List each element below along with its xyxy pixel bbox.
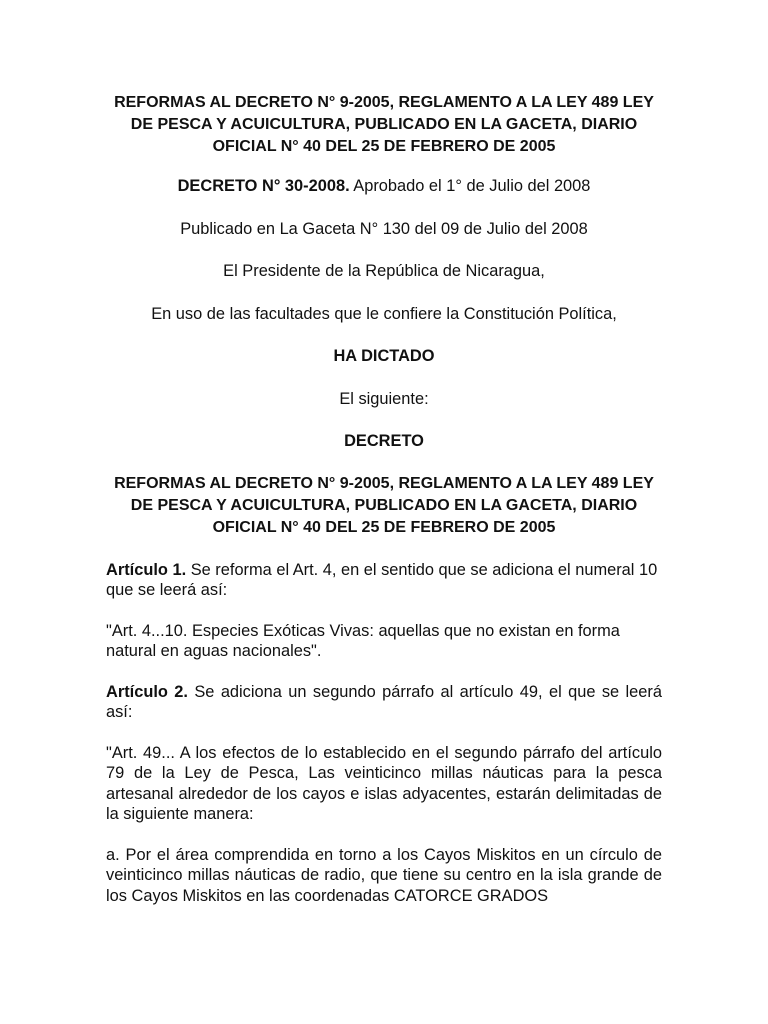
article-2-quote: "Art. 49... A los efectos de lo establecido en el segundo párrafo del artículo 79 de la Ley de Pesca, Las veinticinco millas náuticas para la pesca artesanal alrededor de los cayos e islas adyacentes, estarán delimitadas de la siguiente manera: (106, 743, 662, 823)
document-title: REFORMAS AL DECRETO N° 9-2005, REGLAMENTO A LA LEY 489 LEY DE PESCA Y ACUICULTURA, PUBLICADO EN LA GACETA, DIARIO OFICIAL N° 40 DEL 25 DE FEBRERO DE 2005 (114, 94, 654, 155)
document-body (106, 92, 662, 906)
article-2 (106, 682, 662, 723)
decree-number: DECRETO N° 30-2008. (177, 177, 350, 195)
article-2-text: Se adiciona un segundo párrafo al artículo 49, el que se leerá así: (106, 682, 662, 721)
item-a: a. Por el área comprendida en torno a los Cayos Miskitos en un círculo de veinticinco millas náuticas de radio, que tiene su centro en la isla grande de los Cayos Miskitos en las coordenadas CATORCE GRADOS (106, 845, 662, 905)
article-2-label: Artículo 2. (106, 682, 188, 701)
decree-line (106, 176, 662, 197)
article-1-quote: "Art. 4...10. Especies Exóticas Vivas: aquellas que no existan en forma natural en aguas nacionales". (106, 621, 620, 660)
article-1 (106, 560, 662, 601)
approval-date: Aprobado el 1° de Julio del 2008 (349, 177, 591, 195)
article-1-label: Artículo 1. (106, 560, 187, 579)
decreto-heading: DECRETO (344, 432, 424, 450)
president-line: El Presidente de la República de Nicaragua, (223, 262, 545, 280)
publication-line: Publicado en La Gaceta N° 130 del 09 de Julio del 2008 (180, 219, 588, 238)
ha-dictado-heading: HA DICTADO (333, 347, 435, 365)
siguiente-line: El siguiente: (339, 389, 429, 408)
document-title-repeat: REFORMAS AL DECRETO N° 9-2005, REGLAMENTO A LA LEY 489 LEY DE PESCA Y ACUICULTURA, PUBLICADO EN LA GACETA, DIARIO OFICIAL N° 40 DEL 25 DE FEBRERO DE 2005 (114, 474, 654, 536)
faculties-line: En uso de las facultades que le confiere la Constitución Política, (151, 304, 617, 323)
article-1-text: Se reforma el Art. 4, en el sentido que se adiciona el numeral 10 que se leerá así: (106, 560, 658, 599)
